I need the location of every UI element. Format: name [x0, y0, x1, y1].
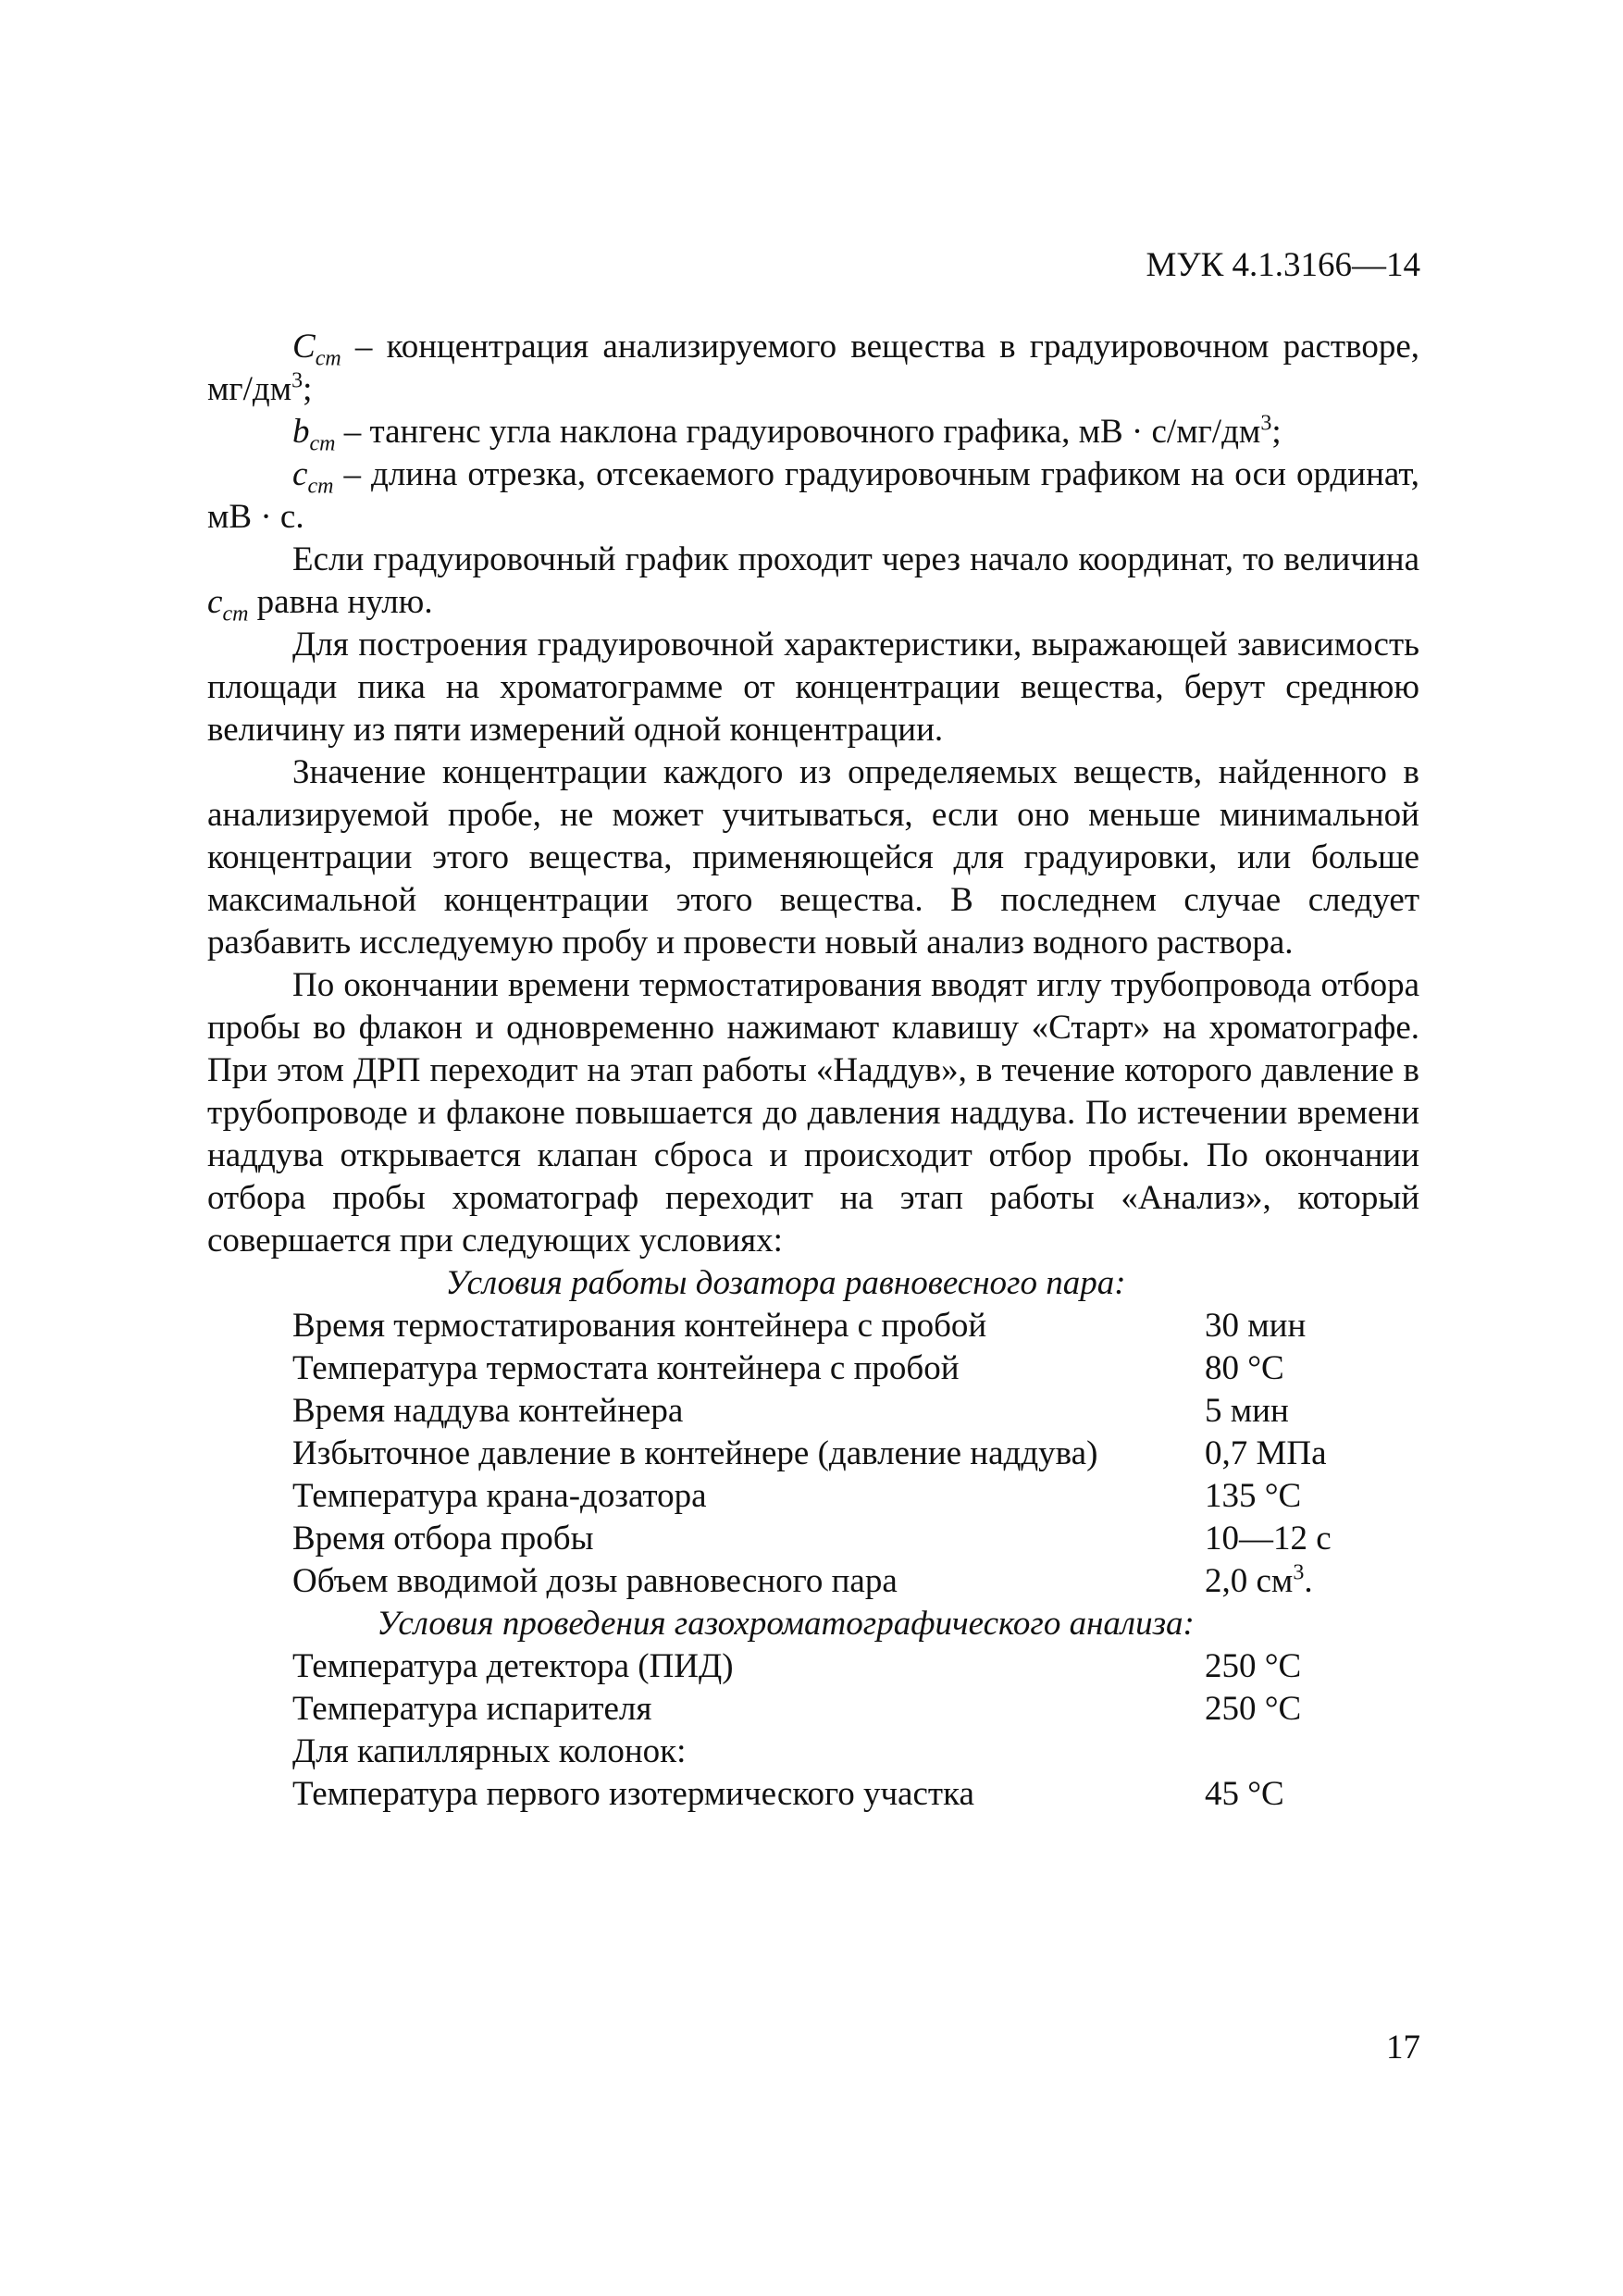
capillary-columns-label: Для капиллярных колонок: [292, 1732, 687, 1770]
dosing-conditions-caption: Условия работы дозатора равновесного пара: [445, 1264, 1126, 1302]
symbol-subscript: cm [307, 474, 334, 499]
superscript: 3 [1260, 411, 1272, 436]
param-name: Время наддува контейнера [292, 1392, 684, 1430]
dosing-conditions-list [207, 1305, 1419, 1603]
param-value: 135 °С [1205, 1477, 1302, 1515]
symbol: c [207, 583, 223, 621]
param-name: Время отбора пробы [292, 1520, 594, 1558]
param-name: Объем вводимой дозы равновесного пара [292, 1562, 898, 1600]
definition-text: – концентрация анализируемого вещества в градуировочном растворе, мг/дм [207, 328, 1419, 408]
param-row [207, 1433, 1419, 1475]
symbol: C [292, 328, 316, 366]
symbol: b [292, 413, 310, 451]
symbol-subscript: cm [315, 346, 341, 371]
paragraph-origin [207, 539, 1419, 627]
param-row [207, 1773, 1419, 1816]
definition-c-cm [207, 326, 1419, 411]
page-number: 17 [1386, 2029, 1420, 2066]
gc-conditions-list [207, 1645, 1419, 1816]
paragraph-text-end: равна нулю. [248, 583, 433, 621]
paragraph-concentration: Значение концентрации каждого из определяемых веществ, найденного в анализируемой пробе, не может учитываться, если оно меньше минимальной концентрации этого вещества, применяющейся для градуировки, или больше максимальной концентрации этого вещества. В последнем случае следует разбавить исследуемую пробу и провести новый анализ водного раствора. [207, 753, 1419, 962]
param-value: 250 °С [1205, 1647, 1302, 1685]
param-value: 5 мин [1205, 1392, 1289, 1430]
definition-b-cm [207, 411, 1419, 456]
param-row [207, 1688, 1419, 1731]
gc-conditions-caption: Условия проведения газохроматографического анализа: [377, 1605, 1195, 1643]
param-value: 0,7 МПа [1205, 1434, 1327, 1472]
symbol: c [292, 455, 308, 493]
definition-c-small [207, 453, 1419, 539]
param-row [207, 1475, 1419, 1518]
param-name: Температура термостата контейнера с пробой [292, 1349, 960, 1387]
param-row [207, 1347, 1419, 1390]
document-code: МУК 4.1.3166—14 [1146, 246, 1420, 284]
param-value: 30 мин [1205, 1307, 1307, 1345]
paragraph-procedure: По окончании времени термостатирования вводят иглу трубопровода отбора пробы во флакон и одновременно нажимают клавишу «Старт» на хроматографе. При этом ДРП переходит на этап работы «Наддув», в течение которого давление в трубопроводе и флаконе повышается до давления наддува. По истечении времени наддува открывается клапан сброса и происходит отбор пробы. По окончании отбора пробы хроматограф переходит на этап работы «Анализ», который совершается при следующих условиях: [207, 966, 1419, 1260]
document-body [207, 326, 1419, 1816]
param-value-group [1205, 1560, 1419, 1603]
param-name: Время термостатирования контейнера с пробой [292, 1307, 987, 1345]
definition-text: – тангенс угла наклона градуировочного графика, мВ · с/мг/дм [335, 413, 1261, 451]
paragraph-text: Если градуировочный график проходит через начало координат, то величина [292, 540, 1419, 578]
param-row [207, 1305, 1419, 1347]
param-value: 45 °С [1205, 1775, 1284, 1813]
param-name: Избыточное давление в контейнере (давление наддува) [292, 1434, 1098, 1472]
param-row [207, 1518, 1419, 1560]
param-name: Температура детектора (ПИД) [292, 1647, 734, 1685]
param-value: 80 °С [1205, 1349, 1284, 1387]
param-value-end: . [1304, 1562, 1313, 1600]
param-row [207, 1560, 1419, 1603]
param-row [207, 1390, 1419, 1433]
param-row [207, 1645, 1419, 1688]
definition-end: ; [1271, 413, 1282, 451]
param-name: Температура испарителя [292, 1690, 652, 1728]
paragraph-calibration: Для построения градуировочной характеристики, выражающей зависимость площади пика на хроматограмме от концентрации вещества, берут среднюю величину из пяти измерений одной концентрации. [207, 626, 1419, 749]
superscript: 3 [291, 368, 304, 393]
definition-text: – длина отрезка, отсекаемого градуировочным графиком на оси ординат, мВ · с. [207, 455, 1419, 536]
param-value: 10—12 с [1205, 1520, 1332, 1558]
superscript: 3 [1293, 1560, 1305, 1585]
param-name: Температура первого изотермического участка [292, 1775, 974, 1813]
definition-end: ; [303, 370, 313, 408]
param-value: 250 °С [1205, 1690, 1302, 1728]
param-value: 2,0 см [1205, 1562, 1294, 1600]
symbol-subscript: cm [309, 431, 336, 456]
symbol-subscript: cm [222, 602, 249, 627]
param-name: Температура крана-дозатора [292, 1477, 707, 1515]
